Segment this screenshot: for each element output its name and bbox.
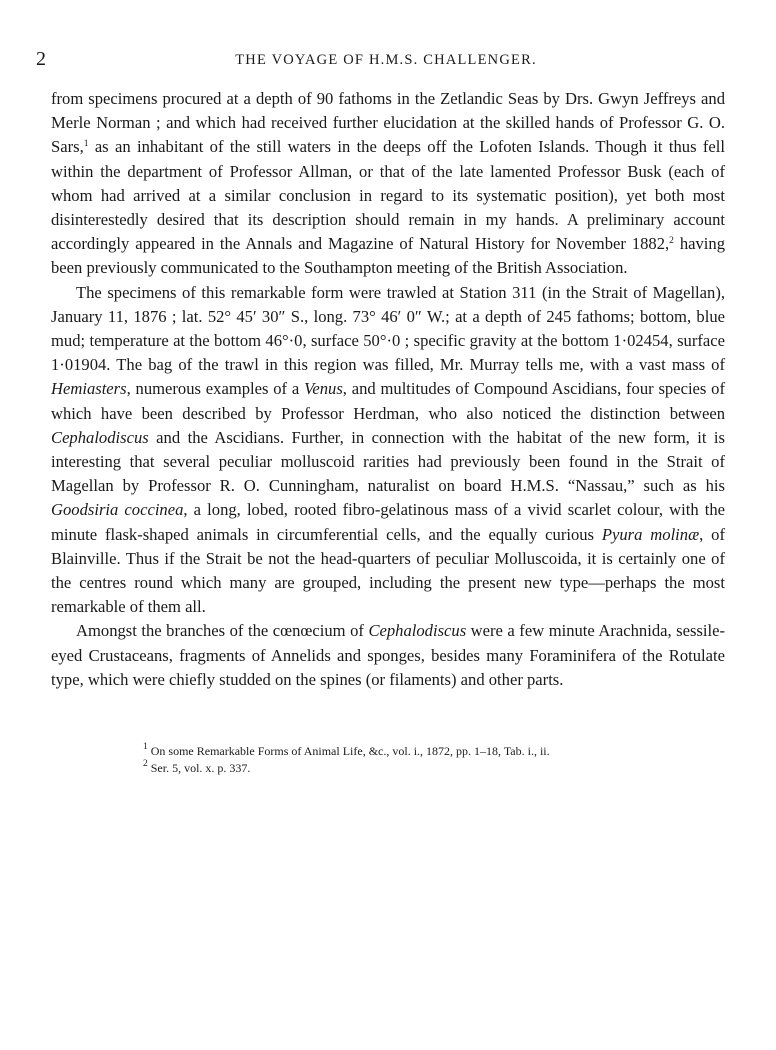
italic-text: Cephalodiscus xyxy=(51,427,149,447)
paragraph xyxy=(51,87,725,281)
page-number: 2 xyxy=(36,48,46,70)
text-run: having been previously communicated to the Southampton meeting of the British Association. xyxy=(51,234,726,278)
footnote-text: On some Remarkable Forms of Animal Life, &c., vol. i., 1872, pp. 1–18, Tab. i., ii. xyxy=(147,744,550,758)
body-text xyxy=(51,87,725,692)
text-run: , numerous examples of a xyxy=(126,379,305,399)
italic-text: Pyura molinæ xyxy=(601,524,700,544)
footnote xyxy=(143,743,703,760)
text-run: , and multitudes of Compound Ascidians, four species of which have been described by Professor Herdman, who also noticed the distinction between xyxy=(51,379,726,423)
paragraph xyxy=(51,619,725,692)
text-run: from specimens procured at a depth of 90 fathoms in the Zetlandic Seas by Drs. Gwyn Jeffreys and Merle Norman ; and which had received further elucidation at the skilled hands of Professor G. O. Sars, xyxy=(51,89,725,157)
footnote-ref: 2 xyxy=(669,236,674,247)
italic-text: Cephalodiscus xyxy=(368,621,467,641)
running-title: THE VOYAGE OF H.M.S. CHALLENGER. xyxy=(235,52,537,68)
text-run: , of Blainville. Thus if the Strait be not the head-quarters of peculiar Molluscoida, it is certainly one of the centres round which many are grouped, including the present new type—perhaps the most remarkable of them all. xyxy=(51,524,725,617)
footnote xyxy=(143,760,703,777)
italic-text: Venus xyxy=(304,379,343,399)
italic-text: Hemiasters xyxy=(51,379,127,399)
text-run: The specimens of this remarkable form were trawled at Station 311 (in the Strait of Magellan), January 11, 1876 ; lat. 52° 45′ 30″ S., long. 73° 46′ 0″ W.; at a depth of 245 fathoms; bottom, blue mud; temperature at the bottom 46°·0, surface 50°·0 ; specific gravity at the bottom 1·02454, surface 1·01904. The bag of the trawl in this region was filled, Mr. Murray tells me, with a vast mass of xyxy=(51,282,725,375)
text-run: , a long, lobed, rooted fibro-gelatinous mass of a vivid scarlet colour, with the minute flask-shaped animals in circumferential cells, and the equally curious xyxy=(51,500,726,544)
text-run: and the Ascidians. Further, in connection with the habitat of the new form, it is interesting that several peculiar molluscoid rarities had previously been found in the Strait of Magellan by Professor R. O. Cunningham, naturalist on board H.M.S. “Nassau,” such as his xyxy=(51,427,725,496)
text-run: were a few minute Arachnida, sessile-eyed Crustaceans, fragments of Annelids and sponges, besides many Foraminifera of the Rotulate type, which were chiefly studded on the spines (or filaments) and other parts. xyxy=(51,621,725,689)
running-head xyxy=(36,48,736,70)
text-run: as an inhabitant of the still waters in the deeps off the Lofoten Islands. Though it thus fell within the department of Professor Allman, or that of the late lamented Professor Busk (each of whom had arrived at a similar conclusion in regard to its systematic position), yet both most disinterestedly desired that its description should remain in my hands. A preliminary account accordingly appeared in the Annals and Magazine of Natural History for November 1882, xyxy=(51,137,725,254)
text-run: Amongst the branches of the cœnœcium of xyxy=(76,621,369,641)
footnote-text: Ser. 5, vol. x. p. 337. xyxy=(147,761,251,775)
paragraph xyxy=(51,281,725,620)
footnote-mark: 1 xyxy=(143,742,148,752)
footnote-mark: 2 xyxy=(143,759,148,769)
footnote-ref: 1 xyxy=(83,139,89,150)
italic-text: Goodsiria coccinea xyxy=(51,500,184,520)
footnotes xyxy=(143,743,703,777)
